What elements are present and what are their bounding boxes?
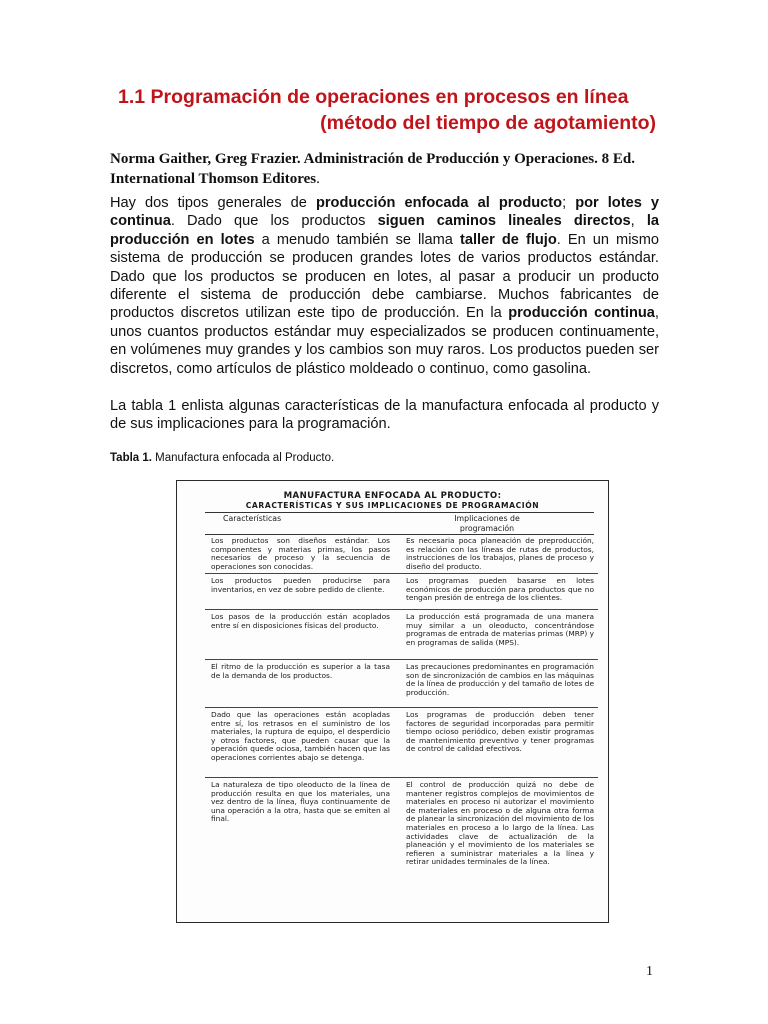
paragraph-text: . Dado que los productos [170,213,378,230]
paragraph-text: , [630,213,647,230]
emphasized-term: taller de flujo [459,231,557,248]
table-caption-text: Manufactura enfocada al Producto. [151,452,335,464]
product-focused-table [176,480,609,923]
cell-implication: Los programas pueden basarse en lotes económicos de producción para productos que no tengan presión de entrega de los clientes. [406,576,594,603]
title-line-1: 1.1 Programación de operaciones en procesos en línea [118,86,629,108]
emphasized-term: siguen caminos lineales directos [377,213,631,230]
cell-characteristic: Los productos pueden producirse para inventarios, en vez de sobre pedido de cliente. [211,576,390,594]
table-row-divider [205,573,598,574]
paragraph-text: Hay dos tipos generales de [110,195,316,211]
table-row-divider [205,777,598,778]
cell-implication: La producción está programada de una manera muy similar a un oleoducto, concentrándose programas de entrada de materias primas (MRP) y en programas de salida (MPS). [406,612,594,647]
table-row [205,577,598,603]
table-heading [177,481,608,511]
table-row [205,613,598,647]
cell-characteristic: Dado que las operaciones están acopladas entre sí, los retrasos en el suministro de los materiales, la ruptura de equipo, el desperdicio y otros factores, que pueden causar que la operación quede ociosa, también hacen que las operaciones corrientes abajo se detenga. [211,710,390,762]
table-rule-header [205,534,594,535]
table-row [205,537,598,571]
cell-characteristic: La naturaleza de tipo oleoducto de la línea de producción resulta en que los materiales, una vez dentro de la línea, fluya continuamente de una operación a la otra, hasta que se emiten al final. [211,780,390,824]
table-row-divider [205,707,598,708]
emphasized-term: producción continua [508,305,655,322]
cell-implication: Las precauciones predominantes en programación son de sincronización de cambios en las máquinas de la línea de producción y del tamaño de lotes de producción. [406,662,594,697]
cell-implication: El control de producción quizá no debe de mantener registros complejos de movimientos de materiales en proceso ni autorizar el movimiento de materiales en proceso o de alguna otra forma de planear la sincronización del movimiento de los materiales en proceso a lo largo de la línea. Las actividades clave de actualización de la planeación y el movimiento de los materiales se refieren a suministrar materiales a la línea y retirar unidades terminales de la línea. [406,780,594,867]
cell-implication: Es necesaria poca planeación de preproducción, es relación con las líneas de rutas de productos, instrucciones de los trabajos, planes de proceso y diseño del producto. [406,536,594,571]
paragraph-text: a menudo también se llama [254,231,460,248]
emphasized-term: producción enfocada al producto [315,195,563,211]
paragraph-text: , unos cuantos productos estándar muy especializados se producen continuamente, en volúmenes muy grandes y los cambios son muy raros. Los productos pueden ser discretos, como artículos de plástico moldeado o continuo, como gasolina. [110,305,659,377]
table-heading-line-1: MANUFACTURA ENFOCADA AL PRODUCTO: [283,491,502,501]
column-header-implications: Implicaciones de programación [454,514,520,533]
cell-implication: Los programas de producción deben tener factores de seguridad incorporadas para permitir tiempo ocioso periódico, deben existir programas de mantenimiento preventivo y tener programas de control de calidad efectivos. [406,710,594,754]
cell-characteristic: Los productos son diseños estándar. Los componentes y materias primas, los pasos necesarios de proceso y la secuencia de operaciones son conocidas. [211,536,390,571]
cell-characteristic: Los pasos de la producción están acoplados entre sí en disposiciones físicas del producto. [211,612,390,630]
table-row-divider [205,659,598,660]
paragraph-text: ; [562,195,576,211]
table-row-divider [205,609,598,610]
section-title [118,84,658,136]
paragraph-production-types [110,194,659,378]
reference-text: Norma Gaither, Greg Frazier. Administración de Producción y Operaciones. 8 Ed. International Thomson Editores [110,151,635,187]
table-caption [110,451,660,465]
table-heading-line-2: CARACTERÍSTICAS Y SUS IMPLICACIONES DE PROGRAMACIÓN [245,501,540,510]
table-row [205,781,598,867]
page-number: 1 [646,964,653,979]
emphasized-term: por lotes y continua [110,195,659,230]
paragraph-table-intro: La tabla 1 enlista algunas características de la manufactura enfocada al producto y de sus implicaciones para la programación. [110,398,659,433]
cell-characteristic: El ritmo de la producción es superior a la tasa de la demanda de los productos. [211,662,390,680]
emphasized-term: la producción en lotes [110,213,660,248]
paragraph-text: . En un mismo sistema de producción se producen grandes lotes de varios productos estándar. Dado que los productos se producen en lotes, al pasar a producir un producto diferente el sistema de producción debe cambiarse. Muchos fabricantes de productos discretos utilizan este tipo de producción. En la [110,231,659,322]
table-caption-label: Tabla 1. [110,452,152,464]
table-row [205,711,598,763]
column-header-characteristics: Características [223,514,282,523]
table-row [205,663,598,697]
reference-period: . [316,171,320,187]
table-rule-top [205,512,594,513]
title-line-2: (método del tiempo de agotamiento) [320,112,656,134]
bibliographic-reference [110,149,662,189]
